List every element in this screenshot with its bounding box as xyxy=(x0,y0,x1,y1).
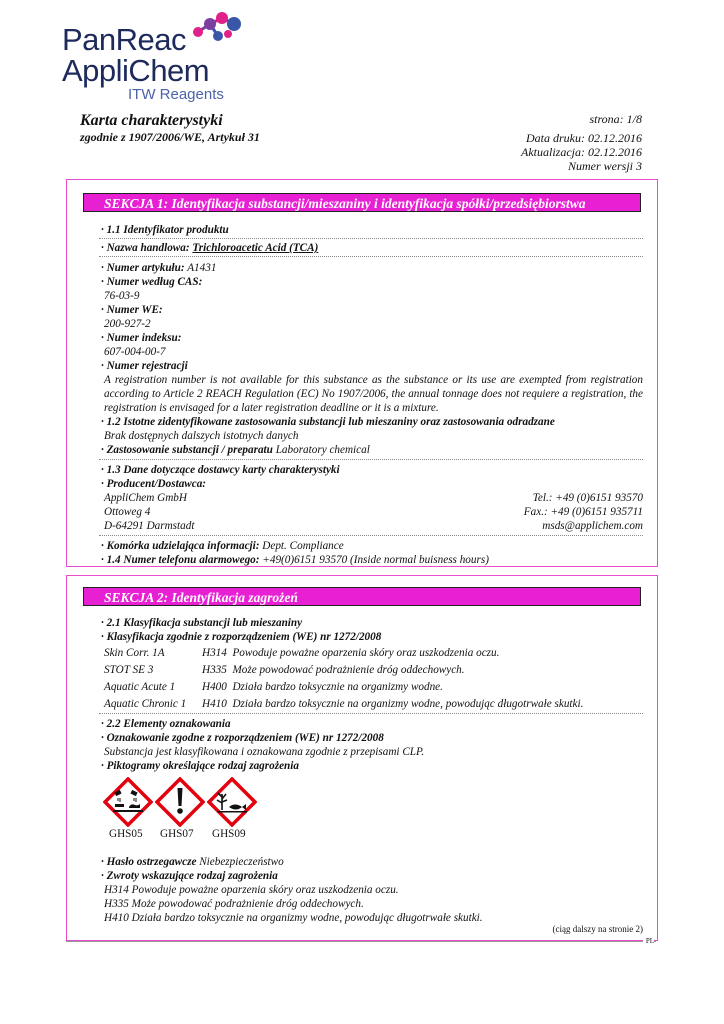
continued-note: (ciąg dalszy na stronie 2) xyxy=(552,924,643,934)
logo-line-2: AppliChem xyxy=(62,53,210,88)
signal-word-row xyxy=(101,855,284,869)
hazard-statement: H314 Powoduje poważne oparzenia skóry oraz uszkodzenia oczu. xyxy=(104,884,399,896)
index-value: 607-004-00-7 xyxy=(104,346,166,358)
emergency-row xyxy=(101,553,489,567)
dept-label: · Komórka udzielająca informacji: xyxy=(101,540,260,552)
email: msds@applichem.com xyxy=(542,520,643,532)
divider xyxy=(99,459,643,460)
pictogram-code: GHS09 xyxy=(212,828,246,840)
use-row xyxy=(101,443,370,457)
registration-text: A registration number is not available for this substance as the substance or its use are exempted from registration according to Article 2 REACH Regulation (EC) No 1907/2006, the annual tonnage does not requiere a registration, the registration is envisaged for a later registration deadline or it is a mixture. xyxy=(104,374,643,414)
document-title: Karta charakterystyki xyxy=(80,112,223,129)
city-address: D-64291 Darmstadt xyxy=(104,520,195,532)
signal-word-label: · Hasło ostrzegawcze xyxy=(101,856,197,868)
hazard-statement: H410 Działa bardzo toksycznie na organizmy wodne, powodując długotrwałe skutki. xyxy=(104,912,483,924)
company-name: AppliChem GmbH xyxy=(104,492,187,504)
molecule-logo-icon xyxy=(188,10,248,50)
classification-statement: H400 Działa bardzo toksycznie na organizmy wodne. xyxy=(202,681,443,693)
section-1 xyxy=(66,179,658,567)
street-address: Ottoweg 4 xyxy=(104,506,151,518)
signal-word-value: Niebezpieczeństwo xyxy=(199,856,284,868)
update-date: Aktualizacja: 02.12.2016 xyxy=(521,145,642,159)
section-2-title: SEKCJA 2: Identyfikacja zagrożeń xyxy=(83,587,641,606)
use-label: · Zastosowanie substancji / preparatu xyxy=(101,444,273,456)
producer-label: · Producent/Dostawca: xyxy=(101,478,207,490)
trade-name-label: · Nazwa handlowa: xyxy=(101,242,190,254)
index-label: · Numer indeksu: xyxy=(101,332,182,344)
classification-code: Aquatic Acute 1 xyxy=(104,681,176,693)
corrosion-icon xyxy=(103,777,153,827)
company-logo xyxy=(62,10,262,110)
we-label: · Numer WE: xyxy=(101,304,163,316)
we-value: 200-927-2 xyxy=(104,318,151,330)
logo-line-1: PanReac xyxy=(62,22,187,57)
article-label: · Numer artykułu: xyxy=(101,262,185,274)
article-value: A1431 xyxy=(187,262,217,274)
registration-label: · Numer rejestracji xyxy=(101,360,188,372)
cas-label: · Numer według CAS: xyxy=(101,276,203,288)
article-row xyxy=(101,261,216,275)
language-code: PL xyxy=(643,937,654,945)
divider xyxy=(99,713,643,714)
label-regulation: · Oznakowanie zgodne z rozporządzeniem (WE) nr 1272/2008 xyxy=(101,732,384,744)
pictogram-code: GHS07 xyxy=(160,828,194,840)
uses-heading: · 1.2 Istotne zidentyfikowane zastosowania substancji lub mieszaniny oraz zastosowania odradzane xyxy=(101,416,555,428)
dept-value: Dept. Compliance xyxy=(262,540,344,552)
hazard-statement: H335 Może powodować podrażnienie dróg oddechowych. xyxy=(104,898,364,910)
dept-row xyxy=(101,539,344,553)
divider xyxy=(99,535,643,536)
supplier-heading: · 1.3 Dane dotyczące dostawcy karty charakterystyki xyxy=(101,464,340,476)
fax: Fax.: +49 (0)6151 935711 xyxy=(523,506,643,518)
hazard-statements-label: · Zwroty wskazujące rodzaj zagrożenia xyxy=(101,870,278,882)
pictograms-label: · Piktogramy określające rodzaj zagrożenia xyxy=(101,760,299,772)
uses-text: Brak dostępnych dalszych istotnych danych xyxy=(104,430,299,442)
emergency-label: · 1.4 Numer telefonu alarmowego: xyxy=(101,554,260,566)
logo-line-3: ITW Reagents xyxy=(128,86,224,103)
classification-code: Aquatic Chronic 1 xyxy=(104,698,187,710)
classification-code: STOT SE 3 xyxy=(104,664,154,676)
classification-statement: H410 Działa bardzo toksycznie na organizmy wodne, powodując długotrwałe skutki. xyxy=(202,698,584,710)
environment-icon xyxy=(207,777,257,827)
use-value: Laboratory chemical xyxy=(275,444,370,456)
trade-name-row xyxy=(101,241,318,255)
classification-statement: H314 Powoduje poważne oparzenia skóry oraz uszkodzenia oczu. xyxy=(202,647,500,659)
pictogram-code: GHS05 xyxy=(109,828,143,840)
divider xyxy=(99,256,643,257)
classification-statement: H335 Może powodować podrażnienie dróg oddechowych. xyxy=(202,664,465,676)
section-2 xyxy=(66,575,658,941)
cas-value: 76-03-9 xyxy=(104,290,140,302)
classification-code: Skin Corr. 1A xyxy=(104,647,165,659)
telephone: Tel.: +49 (0)6151 93570 xyxy=(532,492,643,504)
classification-regulation: · Klasyfikacja zgodnie z rozporządzeniem (WE) nr 1272/2008 xyxy=(101,631,382,643)
page-number: strona: 1/8 xyxy=(589,112,642,126)
label-text: Substancja jest klasyfikowana i oznakowana zgodnie z przepisami CLP. xyxy=(104,746,425,758)
document-subtitle: zgodnie z 1907/2006/WE, Artykuł 31 xyxy=(80,130,260,144)
classification-heading: · 2.1 Klasyfikacja substancji lub mieszaniny xyxy=(101,617,303,629)
version-number: Numer wersji 3 xyxy=(567,159,642,173)
trade-name-value: Trichloroacetic Acid (TCA) xyxy=(192,242,319,254)
divider xyxy=(99,238,643,239)
footer-rule xyxy=(66,941,656,942)
exclamation-icon xyxy=(155,777,205,827)
section-1-title: SEKCJA 1: Identyfikacja substancji/mieszaniny i identyfikacja spółki/przedsiębiorstwa xyxy=(83,193,641,212)
emergency-value: +49(0)6151 93570 (Inside normal buisness hours) xyxy=(262,554,489,566)
print-date: Data druku: 02.12.2016 xyxy=(526,131,642,145)
identifier-heading: · 1.1 Identyfikator produktu xyxy=(101,224,229,236)
label-heading: · 2.2 Elementy oznakowania xyxy=(101,718,231,730)
